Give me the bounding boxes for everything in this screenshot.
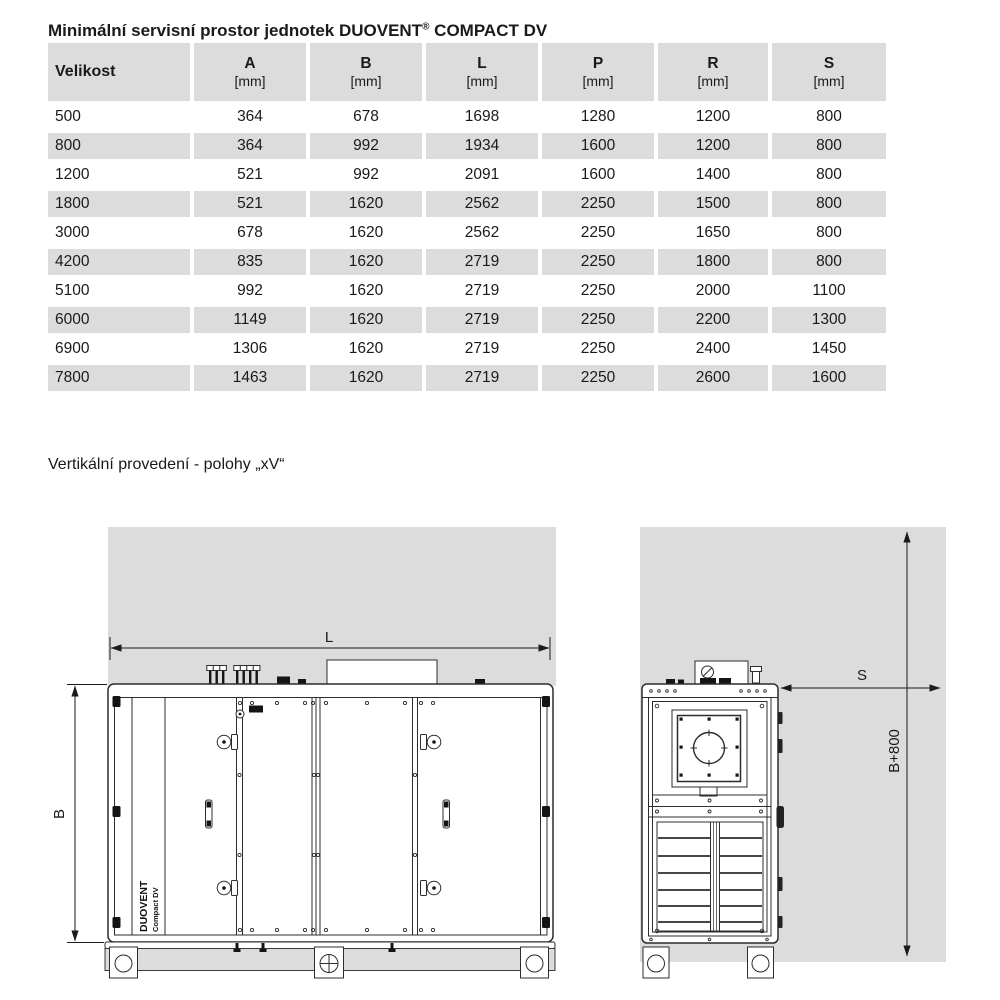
cell-value: 1300 xyxy=(772,307,886,333)
cell-velikost: 1800 xyxy=(48,191,190,217)
cell-value: 800 xyxy=(772,133,886,159)
cell-value: 2200 xyxy=(658,307,768,333)
cell-value: 2250 xyxy=(542,249,654,275)
table-row xyxy=(48,365,886,391)
col-header-p: P [mm] xyxy=(542,43,654,101)
foot xyxy=(521,947,549,978)
cell-value: 1100 xyxy=(772,278,886,304)
cell-value: 800 xyxy=(772,162,886,188)
cell-value: 1400 xyxy=(658,162,768,188)
cell-velikost: 5100 xyxy=(48,278,190,304)
cell-value: 1620 xyxy=(310,336,422,362)
door-handle xyxy=(206,800,213,828)
cell-value: 2600 xyxy=(658,365,768,391)
cell-value: 1600 xyxy=(542,133,654,159)
cell-value: 1200 xyxy=(658,104,768,130)
roof-fitting xyxy=(277,677,290,685)
cell-value: 1306 xyxy=(194,336,306,362)
cell-velikost: 800 xyxy=(48,133,190,159)
table-row xyxy=(48,191,886,217)
side-base-frame xyxy=(105,942,555,978)
cell-velikost: 500 xyxy=(48,104,190,130)
cell-velikost: 4200 xyxy=(48,249,190,275)
brand-duovent: DUOVENT xyxy=(138,880,150,932)
table-row xyxy=(48,162,886,188)
col-header-velikost: Velikost xyxy=(48,43,190,101)
page-title xyxy=(48,21,547,41)
cell-value: 1149 xyxy=(194,307,306,333)
cell-value: 992 xyxy=(194,278,306,304)
cell-value: 2562 xyxy=(426,191,538,217)
cell-velikost: 6000 xyxy=(48,307,190,333)
col-header-s: S [mm] xyxy=(772,43,886,101)
table-body xyxy=(48,104,886,391)
cell-value: 2250 xyxy=(542,365,654,391)
col-header-l: L [mm] xyxy=(426,43,538,101)
cell-value: 2250 xyxy=(542,220,654,246)
cell-value: 1934 xyxy=(426,133,538,159)
cell-value: 1620 xyxy=(310,249,422,275)
cell-velikost: 7800 xyxy=(48,365,190,391)
cell-value: 1463 xyxy=(194,365,306,391)
cell-value: 1500 xyxy=(658,191,768,217)
cell-velikost: 3000 xyxy=(48,220,190,246)
cell-value: 2719 xyxy=(426,278,538,304)
cell-value: 1200 xyxy=(658,133,768,159)
cell-value: 1698 xyxy=(426,104,538,130)
cell-value: 800 xyxy=(772,249,886,275)
technical-drawings xyxy=(0,520,1000,1000)
section-subtitle: Vertikální provedení - polohy „xV“ xyxy=(48,456,285,473)
cell-value: 1620 xyxy=(310,220,422,246)
cell-value: 1620 xyxy=(310,278,422,304)
brand-compact-dv: Compact DV xyxy=(151,887,160,932)
dim-B-label: B xyxy=(51,808,68,820)
cell-value: 800 xyxy=(772,191,886,217)
cell-value: 2250 xyxy=(542,191,654,217)
side-unit xyxy=(108,684,553,942)
cell-value: 992 xyxy=(310,133,422,159)
cell-value: 678 xyxy=(194,220,306,246)
foot xyxy=(110,947,138,978)
cell-value: 2719 xyxy=(426,365,538,391)
cell-value: 2719 xyxy=(426,336,538,362)
cell-value: 1620 xyxy=(310,307,422,333)
cell-value: 800 xyxy=(772,220,886,246)
dim-L-label: L xyxy=(324,629,334,646)
cell-value: 2400 xyxy=(658,336,768,362)
cell-value: 1800 xyxy=(658,249,768,275)
foot-center xyxy=(315,947,344,978)
cell-value: 364 xyxy=(194,133,306,159)
cell-value: 521 xyxy=(194,191,306,217)
registered-mark: ® xyxy=(422,21,430,33)
cell-value: 992 xyxy=(310,162,422,188)
cell-value: 1600 xyxy=(772,365,886,391)
table-row xyxy=(48,133,886,159)
table-row xyxy=(48,307,886,333)
cell-value: 2000 xyxy=(658,278,768,304)
cell-value: 1450 xyxy=(772,336,886,362)
cell-value: 2562 xyxy=(426,220,538,246)
cell-value: 1280 xyxy=(542,104,654,130)
dim-S-label: S xyxy=(856,667,868,684)
table-row xyxy=(48,104,886,130)
title-text-suffix: COMPACT DV xyxy=(429,21,548,41)
cell-value: 2250 xyxy=(542,278,654,304)
roof-box xyxy=(327,660,437,684)
table-header-row xyxy=(48,43,886,101)
door-handle xyxy=(443,800,450,828)
cell-value: 2091 xyxy=(426,162,538,188)
title-text: Minimální servisní prostor jednotek DUOVENT xyxy=(48,21,423,41)
cell-value: 1620 xyxy=(310,365,422,391)
cell-value: 835 xyxy=(194,249,306,275)
dim-B xyxy=(51,685,107,943)
cell-value: 800 xyxy=(772,104,886,130)
table-row xyxy=(48,278,886,304)
cell-value: 364 xyxy=(194,104,306,130)
front-unit xyxy=(642,684,784,943)
cell-value: 678 xyxy=(310,104,422,130)
cell-value: 2250 xyxy=(542,307,654,333)
cell-value: 521 xyxy=(194,162,306,188)
side-view-drawing xyxy=(51,527,556,978)
cell-value: 1600 xyxy=(542,162,654,188)
cell-value: 2719 xyxy=(426,249,538,275)
table-row xyxy=(48,220,886,246)
table-row xyxy=(48,249,886,275)
cell-velikost: 1200 xyxy=(48,162,190,188)
service-space-table xyxy=(44,40,890,394)
dim-B800-label: B+800 xyxy=(886,729,903,773)
col-header-b: B [mm] xyxy=(310,43,422,101)
cell-velikost: 6900 xyxy=(48,336,190,362)
front-view-drawing xyxy=(640,527,946,978)
cell-value: 1650 xyxy=(658,220,768,246)
name-plate xyxy=(249,706,263,713)
cell-value: 1620 xyxy=(310,191,422,217)
cell-value: 2250 xyxy=(542,336,654,362)
roof-cap xyxy=(751,667,762,672)
cell-value: 2719 xyxy=(426,307,538,333)
table-row xyxy=(48,336,886,362)
col-header-a: A [mm] xyxy=(194,43,306,101)
col-header-r: R [mm] xyxy=(658,43,768,101)
